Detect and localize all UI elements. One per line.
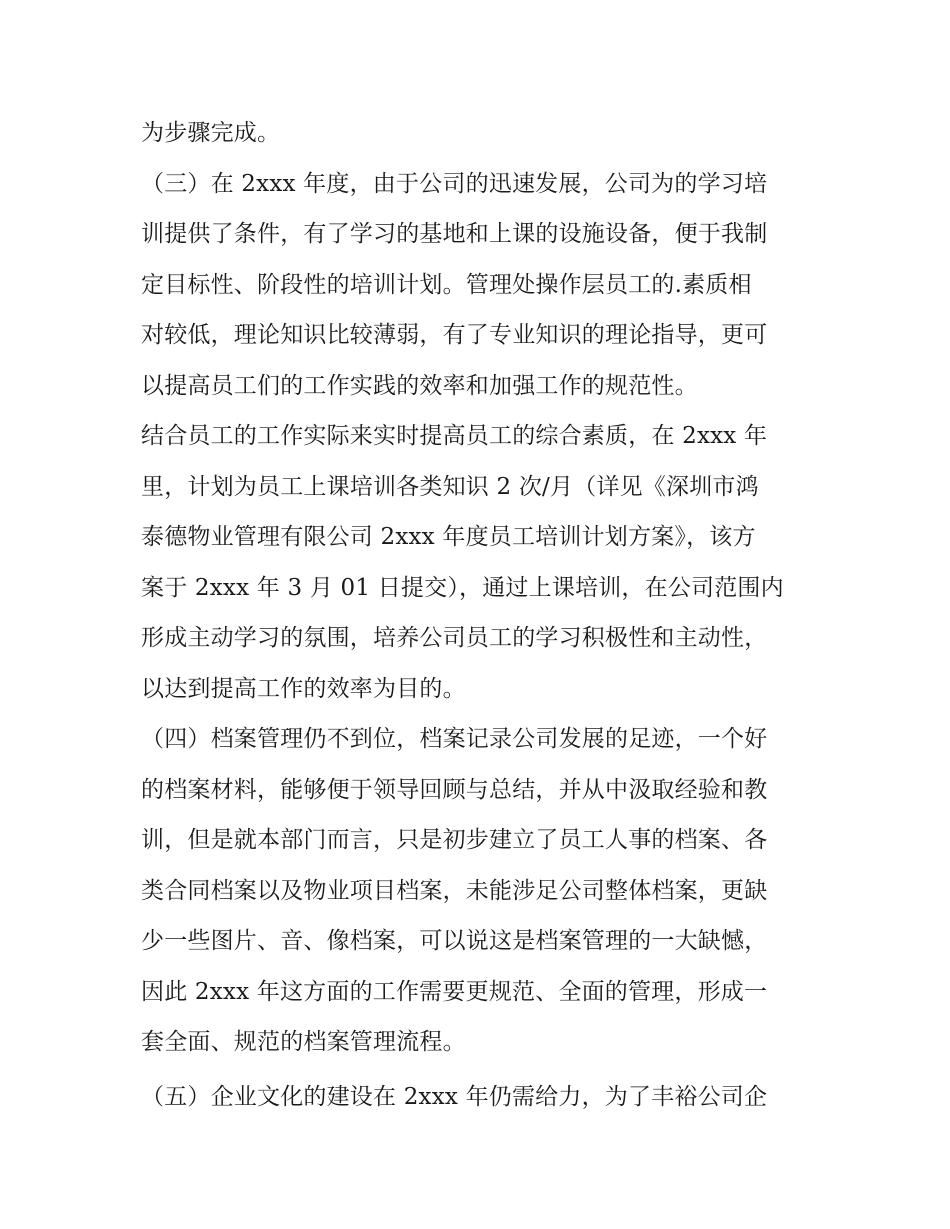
text-line: 里，计划为员工上课培训各类知识 2 次/月（详见《深圳市鸿 [141,473,759,500]
text-line: 为步骤完成。 [141,120,281,146]
text-line: 泰德物业管理有限公司 2xxx 年度员工培训计划方案》，该方 [141,524,756,550]
text-line: 定目标性、阶段性的培训计划。管理处操作层员工的.素质相 [141,271,752,298]
text-line: 少一些图片、音、像档案，可以说这是档案管理的一大缺憾， [141,928,768,954]
document-body [141,108,831,1122]
text-line: （三）在 2xxx 年度，由于公司的迅速发展，公司为的学习培 [141,170,768,197]
text-line: 训，但是就本部门而言，只是初步建立了员工人事的档案、各 [141,827,768,853]
text-line: 结合员工的工作实际来实时提高员工的综合素质，在 2xxx 年 [141,423,768,449]
text-line: 以达到提高工作的效率为目的。 [141,675,466,702]
text-line: 因此 2xxx 年这方面的工作需要更规范、全面的管理，形成一 [141,978,768,1005]
text-line: 形成主动学习的氛围，培养公司员工的学习积极性和主动性， [141,625,768,651]
text-line: 的档案材料，能够便于领导回顾与总结，并从中汲取经验和教 [141,776,768,803]
text-line: 训提供了条件，有了学习的基地和上课的设施设备，便于我制 [141,221,768,247]
text-line: 案于 2xxx 年 3 月 01 日提交），通过上课培训，在公司范围内 [141,574,784,601]
text-line: （四）档案管理仍不到位，档案记录公司发展的足迹，一个好 [141,726,768,752]
text-line: 类合同档案以及物业项目档案，未能涉足公司整体档案，更缺 [141,877,768,904]
text-line: 以提高员工们的工作实践的效率和加强工作的规范性。 [141,372,698,399]
text-line: （五）企业文化的建设在 2xxx 年仍需给力，为了丰裕公司企 [141,1083,768,1110]
text-line: 套全面、规范的档案管理流程。 [141,1029,466,1055]
text-line: 对较低，理论知识比较薄弱，有了专业知识的理论指导，更可 [141,322,768,348]
